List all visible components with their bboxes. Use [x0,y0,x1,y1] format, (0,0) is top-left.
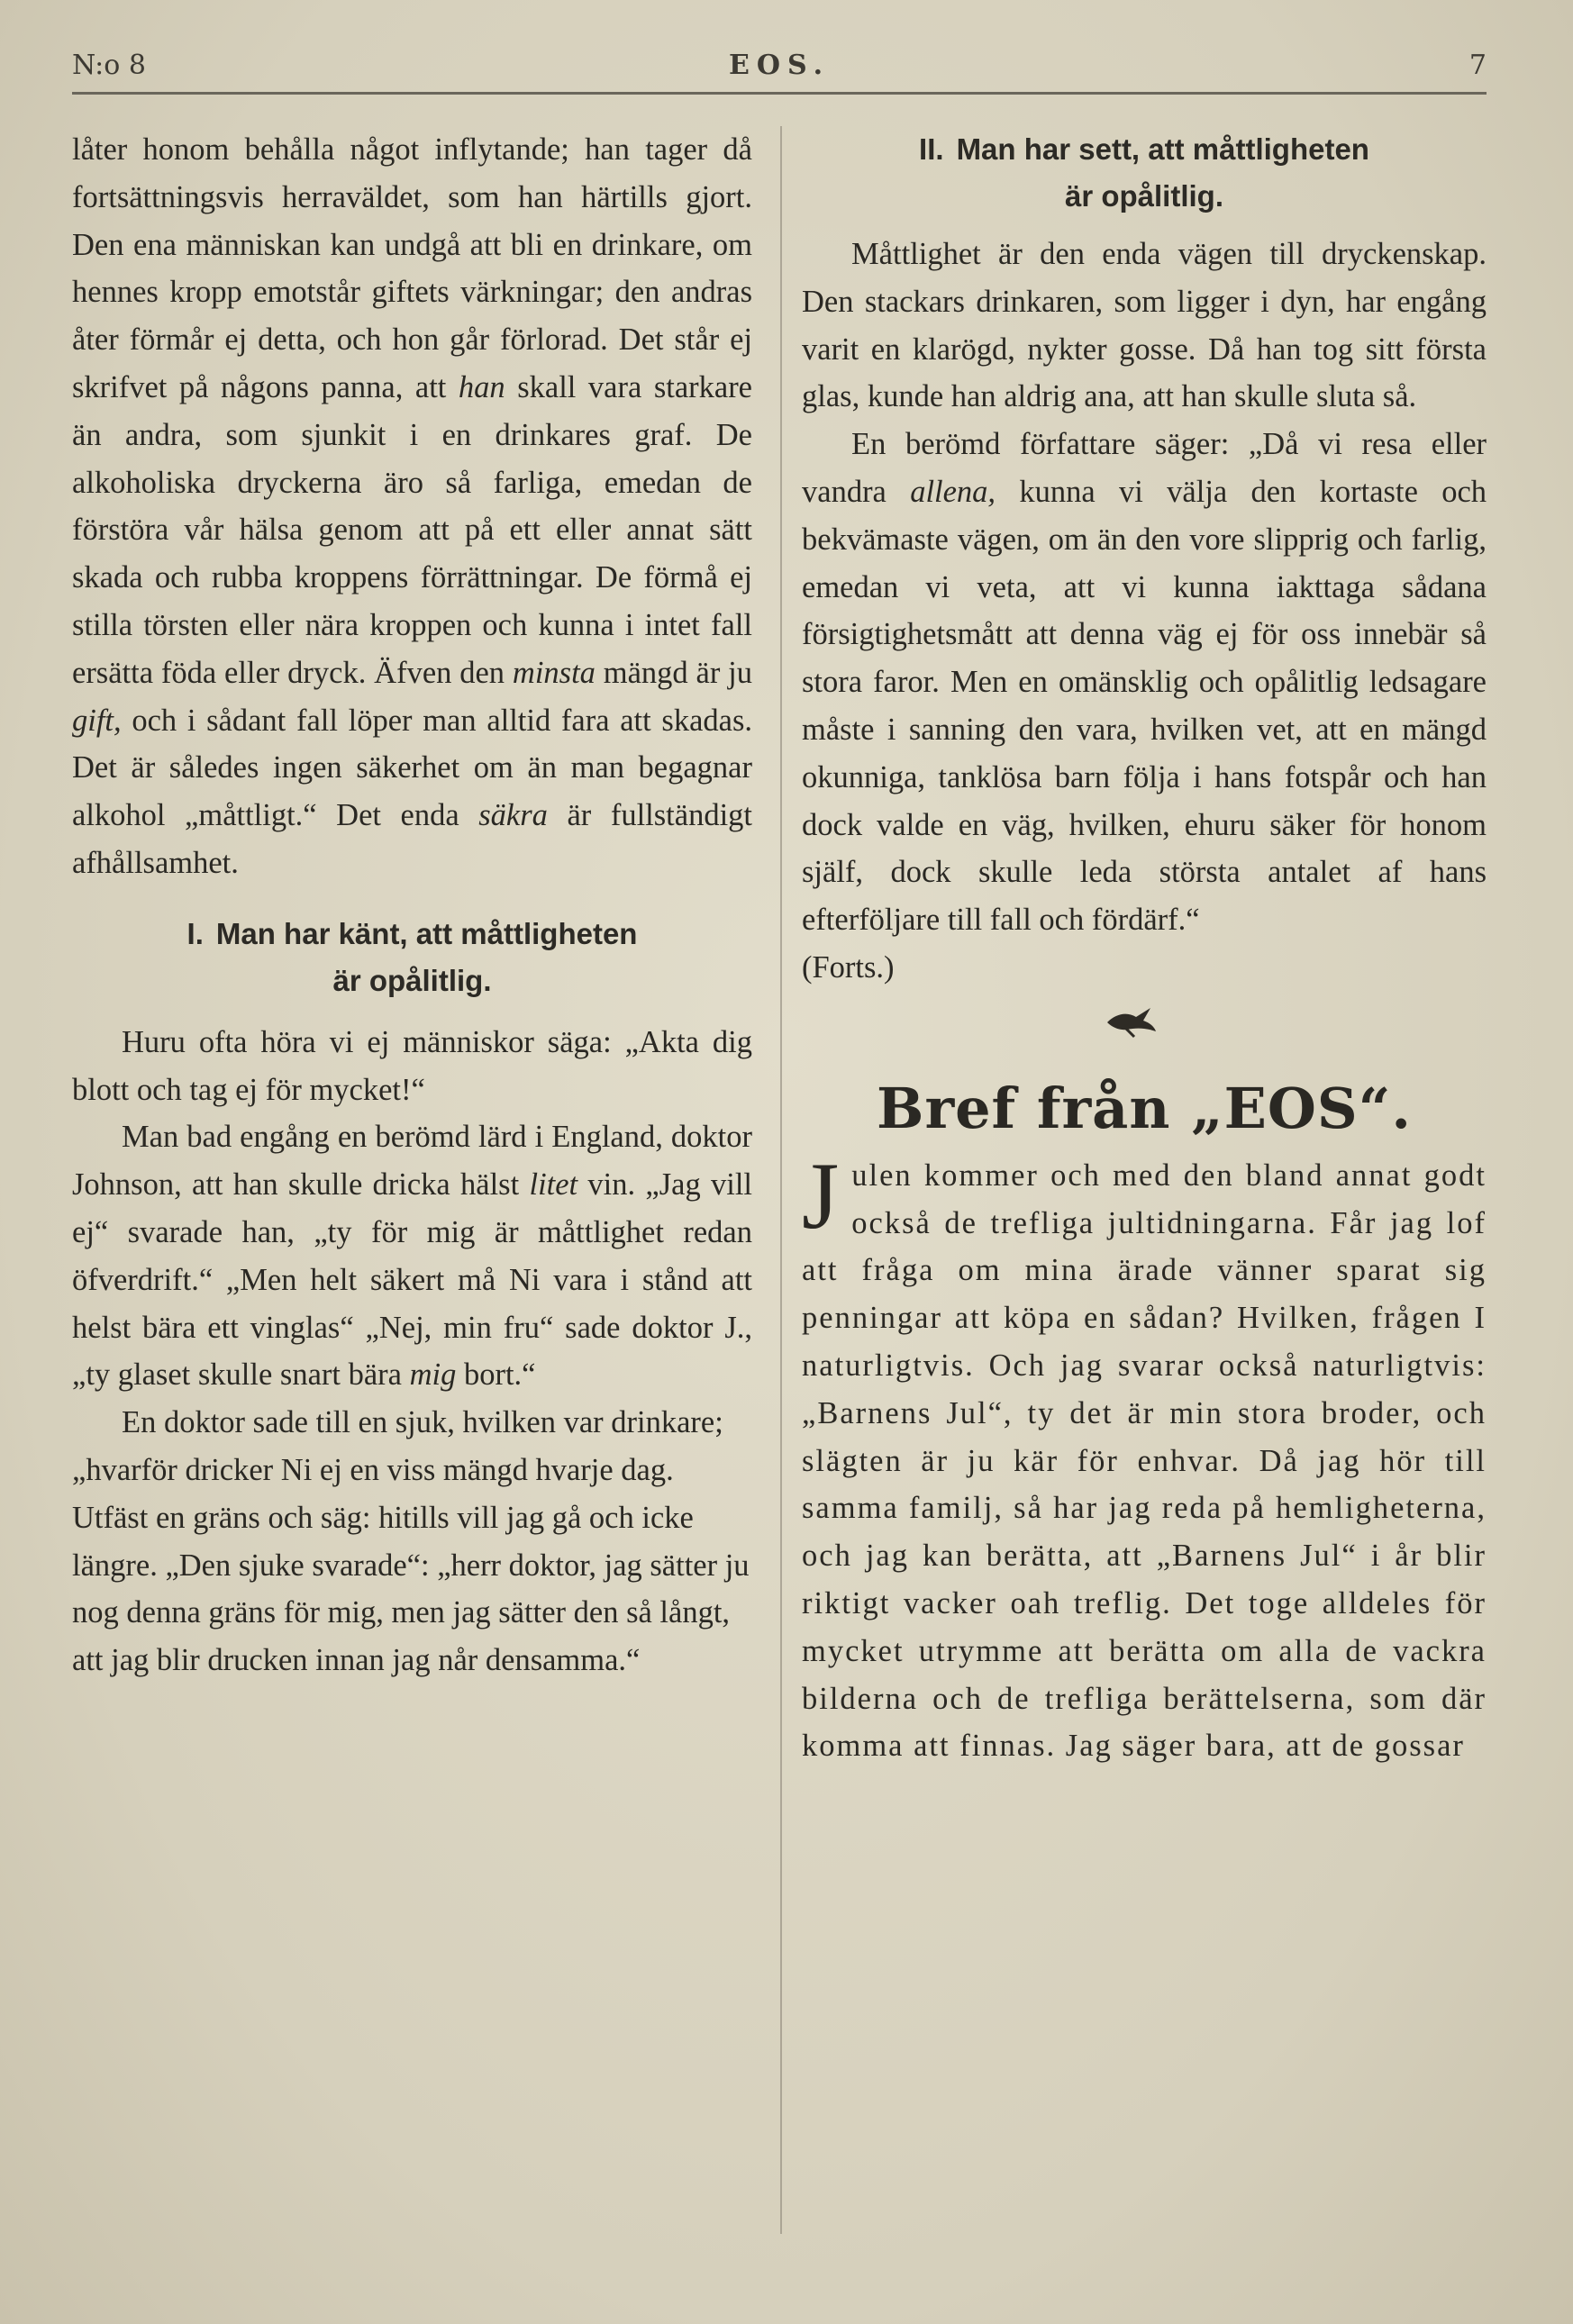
header-rule [72,92,1487,95]
left-column [72,126,752,1684]
drop-cap: J [802,1142,840,1248]
paragraph: Huru ofta höra vi ej människor säga: „Akta dig blott och tag ej för mycket!“ [72,1024,752,1107]
right-column [802,126,1487,1770]
page-header [72,50,1487,86]
section-heading-2: II. Man har sett, att måttligheten [919,132,1369,166]
column-divider [780,126,782,2234]
paragraph: ulen kommer och med den bland annat godt också de trefliga jultidningarna. Får jag lof att fråga om mina ärade vänner sparat sig penningar att köpa en sådan? Hvilken, frågen I naturligtvis. Och jag svarar också naturligtvis: „Barnens Jul“, ty det är min stora broder, och slägten är ju kär för enhvar. Då jag hör till samma familj, så har jag reda på hemligheterna, och jag kan berätta, att „Barnens Jul“ i år blir riktigt vacker oah treflig. Det toge alldeles för mycket utrymme att berätta om alla de vackra bilderna och de trefliga berättelserna, som där komma att finnas. Jag säger bara, att de gossar [802,1157,1487,1764]
page-number: 7 [1468,50,1487,81]
paragraph: Måttlighet är den enda vägen till dryckenskap. Den stackars drinkaren, som ligger i dyn, har engång varit en klarögd, nykter gosse. Då han tog sitt första glas, kunde han aldrig ana, att han skulle sluta så. [802,237,1487,414]
letter-body [802,1142,1487,1770]
section-heading-1-cont: är opålitlig. [332,963,492,997]
paragraph: En berömd författare säger: „Då vi resa eller vandra allena, kunna vi välja den kortaste och bekvämaste vägen, om än den vore slipprig och farlig, emedan vi veta, att vi kunna iakttaga sådana försigtighetsmått att denna väg ej för oss innebär så stora faror. Men en omänsklig och opålitlig ledsagare måste i sanning den vara, hvilken vet, att en mängd okunniga, tanklösa barn följa i hans fotspår och han dock valde en väg, hvilken, ehuru säker för honom själf, dock skulle leda största antalet af hans efterföljare till fall och fördärf.“ [802,427,1487,938]
section-heading-1: I. Man har känt, att måttligheten [186,916,638,950]
masthead-title: EOS. [728,50,831,81]
issue-number: N:o 8 [72,50,146,81]
section-heading-2-cont: är opålitlig. [1064,179,1224,213]
letter-title: Bref från „EOS“. [877,1075,1412,1141]
continued-note: (Forts.) [802,949,895,985]
paragraph: låter honom behålla något inflytande; han tager då fortsättningsvis herraväldet, som han härtills gjort. Den ena människan kan undgå att bli en drinkare, om hennes kropp emotstår giftets värkningar; den andras åter förmår ej detta, och hon går förlorad. Det står ej skrifvet på någons panna, att han skall vara starkare än andra, som sjunkit i en drinkares graf. De alkoholiska dryckerna äro så farliga, emedan de förstöra vår hälsa genom att på ett eller annat sätt skada och rubba kroppens förrättningar. De förmå ej stilla törsten eller nära kroppen och kunna i intet fall ersätta föda eller dryck. Äfven den minsta mängd är ju gift, och i sådant fall löper man alltid fara att skadas. Det är således ingen säkerhet om än man begagnar alkohol „måttligt.“ Det enda säkra är fullständigt afhållsamhet. [72,132,753,880]
paragraph: Man bad engång en berömd lärd i England, doktor Johnson, att han skulle dricka hälst litet vin. „Jag vill ej“ svarade han, „ty för mig är måttlighet redan öfverdrift.“ „Men helt säkert må Ni vara i stånd att helst bära ett vinglas“ „Nej, min fru“ sade doktor J., „ty glaset skulle snart bära mig bort.“ [72,1120,752,1393]
dove-ornament-icon [802,992,1487,1055]
paragraph: En doktor sade till en sjuk, hvilken var drinkare; „hvarför dricker Ni ej en viss mängd hvarje dag. Utfäst en gräns och säg: hitills vill jag gå och icke längre. „Den sjuke svarade“: „herr doktor, jag sätter ju nog denna gräns för mig, men jag sätter den så långt, att jag blir drucken innan jag når densamma.“ [72,1405,750,1678]
